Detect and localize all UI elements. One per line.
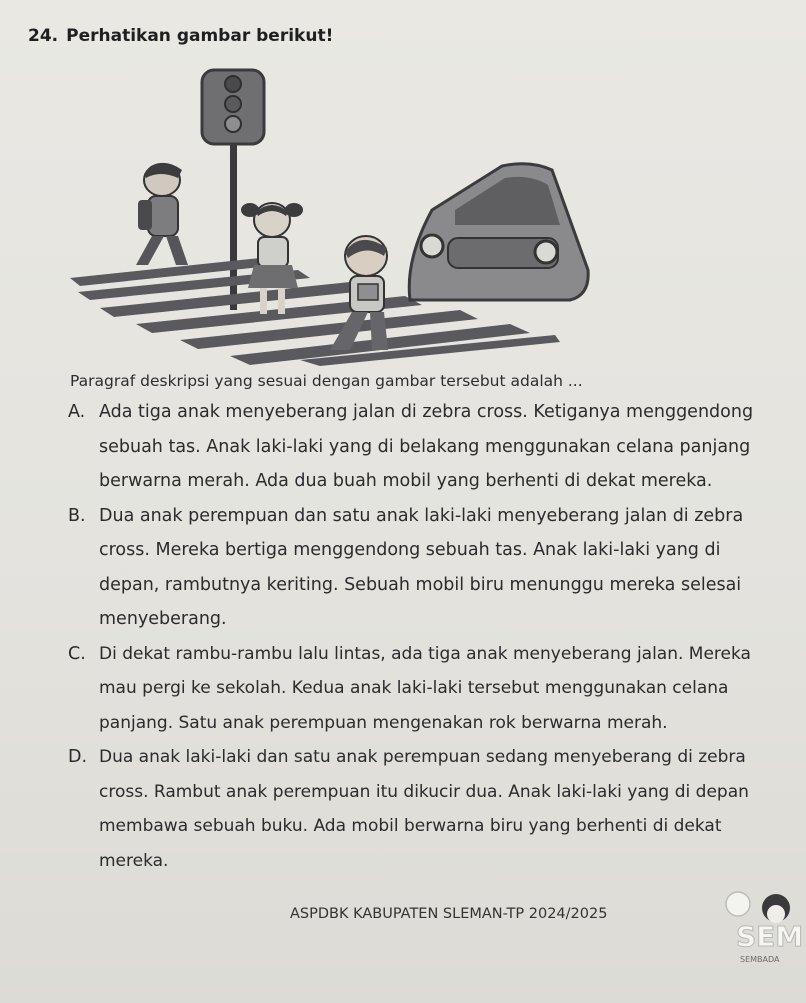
option-text-line: cross. Rambut anak perempuan itu dikucir dua. Anak laki-laki yang di depan: [99, 781, 749, 802]
option-text-line: depan, rambutnya keriting. Sebuah mobil biru menunggu mereka selesai: [99, 574, 742, 595]
option-letter: C.: [68, 643, 86, 664]
option-text-line: Ada tiga anak menyeberang jalan di zebra cross. Ketiganya menggendong: [99, 402, 754, 422]
option-letter: D.: [68, 747, 88, 767]
option-text-line: cross. Mereka bertiga menggendong sebuah tas. Anak laki-laki yang di: [99, 540, 721, 560]
zebra-crossing-illustration: [60, 60, 620, 370]
option-text-line: berwarna merah. Ada dua buah mobil yang berhenti di dekat mereka.: [99, 471, 713, 491]
option-text-line: menyeberang.: [99, 609, 227, 629]
question-instruction: Perhatikan gambar berikut!: [66, 26, 334, 46]
car: [409, 164, 588, 300]
option-letter: B.: [68, 505, 86, 526]
option-d[interactable]: [68, 740, 748, 878]
option-text-line: Di dekat rambu-rambu lalu lintas, ada tiga anak menyeberang jalan. Mereka: [99, 643, 751, 664]
question-number: 24.: [28, 26, 59, 46]
option-letter: A.: [68, 402, 86, 422]
option-text-line: panjang. Satu anak perempuan mengenakan rok berwarna merah.: [99, 712, 668, 733]
option-text-line: Dua anak perempuan dan satu anak laki-laki menyeberang jalan di zebra: [99, 505, 744, 526]
answer-options: [68, 395, 754, 878]
question-header: [28, 26, 333, 46]
sembada-logo: [718, 884, 806, 974]
option-text-line: sebuah tas. Anak laki-laki yang di belakang menggunakan celana panjang: [99, 436, 751, 457]
option-text-line: mereka.: [99, 850, 169, 871]
child-boy-back: [136, 163, 188, 265]
option-a[interactable]: [68, 395, 754, 499]
option-text-line: membawa sebuah buku. Ada mobil berwarna biru yang berhenti di dekat: [99, 816, 722, 836]
option-b[interactable]: [68, 499, 748, 637]
option-text-line: Dua anak laki-laki dan satu anak perempuan sedang menyeberang di zebra: [99, 747, 746, 767]
option-c[interactable]: [68, 637, 751, 741]
question-prompt: Paragraf deskripsi yang sesuai dengan gambar tersebut adalah ...: [70, 372, 583, 390]
svg-text:SEM: SEM: [736, 920, 804, 953]
svg-text:SEMBADA: SEMBADA: [740, 955, 780, 964]
option-text-line: mau pergi ke sekolah. Kedua anak laki-laki tersebut menggunakan celana: [99, 678, 729, 698]
footer-text: ASPDBK KABUPATEN SLEMAN-TP 2024/2025: [290, 906, 608, 922]
